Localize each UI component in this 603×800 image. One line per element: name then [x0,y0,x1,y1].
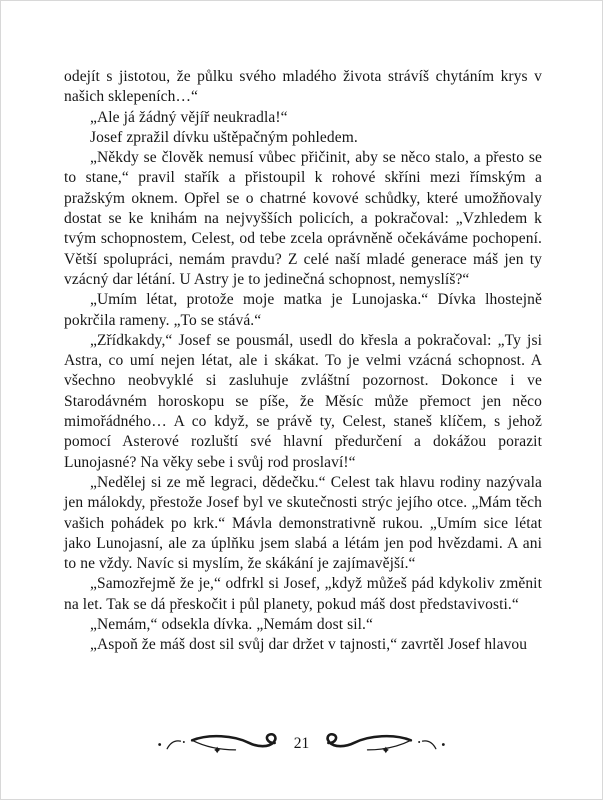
paragraph: „Aspoň že máš dost sil svůj dar držet v tajnosti,“ zavrtěl Josef hlavou [90,636,528,654]
paragraph: odejít s jistotou, že půlku svého mladého života strávíš chytáním krys v našich sklepeních…“ [64,68,542,106]
paragraph: „Nedělej si ze mě legraci, dědečku.“ Celest tak hlavu rodiny nazývala jen málokdy, přestože Josef byl ve skutečnosti strýc jejího otce. „Mám těch vašich pohádek po krk.“ Mávla demonstrativně rukou. „Umím sice létat jako Lunojasní, ale za úplňku jsem slabá a létám jen pod hvězdami. A ani to ne vždy. Navíc si myslím, že skákání je zajímavější.“ [64,473,542,573]
paragraph: „Nemám,“ odsekla dívka. „Nemám dost sil.“ [90,616,374,634]
flourish-left-icon [155,732,281,757]
paragraph: „Někdy se člověk nemusí vůbec přičinit, aby se něco stalo, a přesto se to stane,“ pravil stařík a přistoupil k rohové skříni mezi římským a pražským oknem. Opřel se o chatrné kovové schůdky, které umožňovaly dostat se ke knihám na nejvyšších policích, a pokračoval: „Vzhledem k tvým schopnostem, Celest, od tebe zcela oprávněně očekáváme pochopení. Větší spolupráci, nemám pravdu? Z celé naší mladé generace máš jen ty vzácný dar létání. U Astry je to jedinečná schopnost, nemyslíš?“ [64,149,542,288]
paragraph: „Ale já žádný vějíř neukradla!“ [90,108,288,126]
page-number: 21 [293,734,310,752]
paragraph: „Umím létat, protože moje matka je Lunojaska.“ Dívka lhostejně pokrčila rameny. „To se stává.“ [64,291,542,329]
paragraph: Josef zpražil dívku uštěpačným pohledem. [90,128,358,146]
paragraph: „Zřídkakdy,“ Josef se pousmál, usedl do křesla a pokračoval: „Ty jsi Astra, co umí nejen létat, ale i skákat. To je velmi vzácná schopnost. A všechno neobvyklé si zasluhuje zvláštní pozornost. Dokonce i ve Starodávném horoskopu se píše, že Měsíc může přemoct jen něco mimořádného… A co když, se právě ty, Celest, staneš klíčem, s jehož pomocí Asterové rozluští své hlavní předurčení a dokážou porazit Lunojasné? Na věky sebe i svůj rod proslaví!“ [64,331,542,471]
flourish-right-icon [322,732,448,757]
page-footer [1,732,602,757]
paragraph: „Samozřejmě že je,“ odfrkl si Josef, „když můžeš pád kdykoliv změnit na let. Tak se dá přeskočit i půl planety, pokud máš dost představivosti.“ [64,575,542,613]
text-block [64,67,542,656]
